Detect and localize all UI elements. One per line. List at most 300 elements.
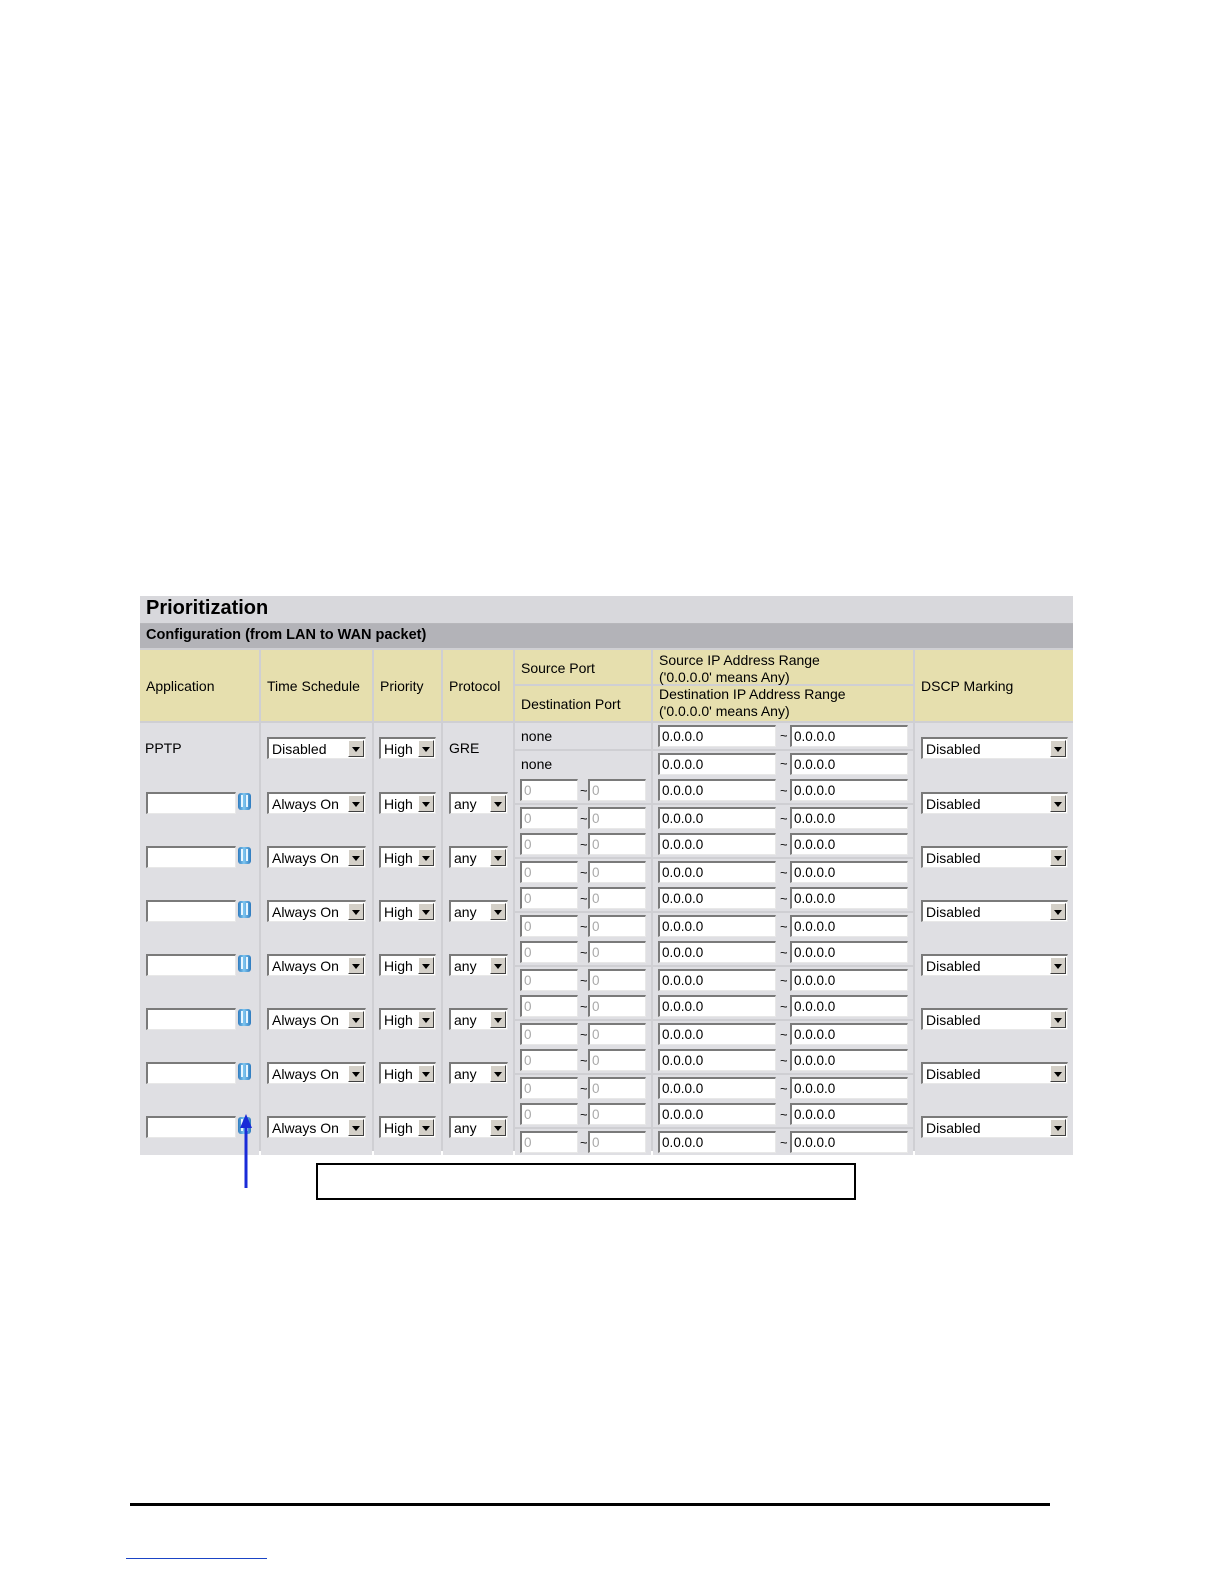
library-books-icon[interactable]: [238, 901, 251, 918]
cell-source-ip: [653, 885, 913, 911]
chevron-down-icon[interactable]: [418, 849, 434, 866]
protocol-select[interactable]: [449, 954, 508, 976]
header-protocol: [443, 650, 513, 721]
cell-source-ip: [653, 993, 913, 1019]
cell-source-port: [515, 777, 651, 803]
range-separator: ~: [580, 919, 588, 934]
priority-value: High: [384, 1012, 413, 1028]
cell-application: [140, 1047, 259, 1101]
protocol-value: any: [454, 1066, 477, 1082]
chevron-down-icon[interactable]: [418, 1065, 434, 1082]
protocol-select[interactable]: [449, 1116, 508, 1138]
cell-dscp: [915, 939, 1073, 993]
cell-priority: [374, 777, 441, 831]
destination-port-from-input[interactable]: 0: [520, 807, 578, 829]
prioritization-panel: [140, 596, 1073, 1151]
dscp-value: Disabled: [926, 904, 981, 920]
source-port-to-input[interactable]: 0: [588, 995, 646, 1017]
chevron-down-icon[interactable]: [1050, 957, 1066, 974]
chevron-down-icon[interactable]: [348, 903, 364, 920]
cell-destination-ip: [653, 1021, 913, 1047]
chevron-down-icon[interactable]: [1050, 849, 1066, 866]
cell-time-schedule: [261, 885, 372, 939]
range-separator: ~: [780, 891, 788, 906]
chevron-down-icon[interactable]: [418, 740, 434, 757]
cell-source-port: [515, 993, 651, 1019]
time-schedule-select[interactable]: [267, 954, 366, 976]
header-source-ip-range: [653, 650, 913, 684]
destination-port-from-input[interactable]: 0: [520, 1131, 578, 1153]
priority-value: High: [384, 1120, 413, 1136]
range-separator: ~: [780, 837, 788, 852]
header-time-schedule-label: Time Schedule: [267, 678, 360, 694]
cell-application: [140, 723, 259, 777]
range-separator: ~: [780, 919, 788, 934]
header-destination-port: [515, 686, 651, 721]
source-ip-to-input[interactable]: 0.0.0.0: [790, 1049, 908, 1071]
source-ip-to-input[interactable]: 0.0.0.0: [790, 779, 908, 801]
cell-source-port: [515, 831, 651, 857]
range-separator: ~: [580, 999, 588, 1014]
cell-destination-ip: [653, 913, 913, 939]
source-port-from-input[interactable]: 0: [520, 833, 578, 855]
cell-destination-ip: [653, 1075, 913, 1101]
destination-port-to-input[interactable]: 0: [588, 969, 646, 991]
chevron-down-icon[interactable]: [1050, 1011, 1066, 1028]
cell-destination-port: [515, 913, 651, 939]
cell-source-ip: [653, 777, 913, 803]
time-schedule-value: Always On: [272, 1012, 339, 1028]
header-protocol-label: Protocol: [449, 678, 501, 694]
cell-source-port: [515, 1101, 651, 1127]
application-name-input[interactable]: [146, 954, 236, 976]
range-separator: ~: [580, 1081, 588, 1096]
panel-title: Prioritization: [146, 597, 269, 619]
time-schedule-select[interactable]: [267, 1062, 366, 1084]
range-separator: ~: [780, 1053, 788, 1068]
chevron-down-icon[interactable]: [418, 957, 434, 974]
cell-destination-port: [515, 1075, 651, 1101]
source-port-to-input[interactable]: 0: [588, 941, 646, 963]
source-ip-from-input[interactable]: 0.0.0.0: [658, 725, 776, 747]
priority-select[interactable]: [379, 846, 436, 868]
range-separator: ~: [780, 973, 788, 988]
chevron-down-icon[interactable]: [490, 849, 506, 866]
destination-port-to-input[interactable]: 0: [588, 1131, 646, 1153]
cell-time-schedule: [261, 831, 372, 885]
chevron-down-icon[interactable]: [490, 957, 506, 974]
time-schedule-value: Disabled: [272, 741, 327, 757]
range-separator: ~: [580, 891, 588, 906]
source-ip-from-input[interactable]: 0.0.0.0: [658, 995, 776, 1017]
cell-dscp: [915, 831, 1073, 885]
cell-priority: [374, 885, 441, 939]
protocol-value: GRE: [449, 740, 480, 756]
chevron-down-icon[interactable]: [348, 1065, 364, 1082]
chevron-down-icon[interactable]: [1050, 795, 1066, 812]
cell-source-port: [515, 723, 651, 749]
cell-priority: [374, 939, 441, 993]
time-schedule-value: Always On: [272, 958, 339, 974]
priority-select[interactable]: [379, 954, 436, 976]
range-separator: ~: [580, 973, 588, 988]
priority-value: High: [384, 741, 413, 757]
table-row: [140, 1101, 1073, 1155]
source-ip-from-input[interactable]: 0.0.0.0: [658, 1049, 776, 1071]
source-port-to-input[interactable]: 0: [588, 779, 646, 801]
range-separator: ~: [780, 1135, 788, 1150]
table-row-pptp: [140, 723, 1073, 777]
cell-dscp: [915, 777, 1073, 831]
range-separator: ~: [780, 756, 788, 771]
chevron-down-icon[interactable]: [490, 1065, 506, 1082]
cell-dscp: [915, 723, 1073, 777]
destination-ip-from-input[interactable]: 0.0.0.0: [658, 1023, 776, 1045]
cell-source-ip: [653, 1101, 913, 1127]
cell-source-ip: [653, 1047, 913, 1073]
source-port-to-input[interactable]: 0: [588, 1049, 646, 1071]
destination-ip-to-input[interactable]: 0.0.0.0: [790, 1077, 908, 1099]
protocol-select[interactable]: [449, 1008, 508, 1030]
source-port-from-input[interactable]: 0: [520, 995, 578, 1017]
destination-port-from-input[interactable]: 0: [520, 969, 578, 991]
chevron-down-icon[interactable]: [418, 795, 434, 812]
destination-port-to-input[interactable]: 0: [588, 1023, 646, 1045]
application-name-input[interactable]: [146, 1008, 236, 1030]
priority-value: High: [384, 850, 413, 866]
cell-protocol: [443, 831, 513, 885]
protocol-value: any: [454, 796, 477, 812]
priority-select[interactable]: [379, 792, 436, 814]
dscp-value: Disabled: [926, 1012, 981, 1028]
table-row: [140, 993, 1073, 1047]
destination-ip-from-input[interactable]: 0.0.0.0: [658, 1131, 776, 1153]
time-schedule-value: Always On: [272, 1066, 339, 1082]
table-row: [140, 777, 1073, 831]
time-schedule-value: Always On: [272, 796, 339, 812]
source-port-from-input[interactable]: 0: [520, 1049, 578, 1071]
chevron-down-icon[interactable]: [348, 1011, 364, 1028]
range-separator: ~: [780, 728, 788, 743]
footer-link-underline[interactable]: [126, 1558, 267, 1559]
header-application-label: Application: [146, 678, 215, 694]
cell-time-schedule: [261, 1101, 372, 1155]
library-books-icon[interactable]: [238, 847, 251, 864]
protocol-select[interactable]: [449, 792, 508, 814]
destination-ip-to-input[interactable]: 0.0.0.0: [790, 1023, 908, 1045]
chevron-down-icon[interactable]: [490, 1011, 506, 1028]
chevron-down-icon[interactable]: [490, 1119, 506, 1136]
source-ip-to-input[interactable]: 0.0.0.0: [790, 941, 908, 963]
header-destination-ip-range: [653, 686, 913, 721]
range-separator: ~: [580, 865, 588, 880]
cell-destination-port: [515, 1021, 651, 1047]
source-ip-to-input[interactable]: 0.0.0.0: [790, 887, 908, 909]
header-application: [140, 650, 259, 721]
panel-subtitle: Configuration (from LAN to WAN packet): [146, 627, 427, 643]
dscp-select[interactable]: [921, 792, 1068, 814]
cell-destination-ip: [653, 859, 913, 885]
cell-dscp: [915, 993, 1073, 1047]
destination-ip-from-input[interactable]: 0.0.0.0: [658, 807, 776, 829]
header-dscp-marking: [915, 650, 1073, 721]
source-ip-to-input[interactable]: 0.0.0.0: [790, 1103, 908, 1125]
chevron-down-icon[interactable]: [1050, 1065, 1066, 1082]
table-row: [140, 939, 1073, 993]
time-schedule-value: Always On: [272, 1120, 339, 1136]
priority-select[interactable]: [379, 737, 436, 759]
cell-source-ip: [653, 723, 913, 749]
chevron-down-icon[interactable]: [490, 903, 506, 920]
application-name-input[interactable]: [146, 846, 236, 868]
chevron-down-icon[interactable]: [348, 740, 364, 757]
cell-destination-port: [515, 751, 651, 777]
cell-time-schedule: [261, 939, 372, 993]
cell-protocol: [443, 1101, 513, 1155]
destination-port-to-input[interactable]: 0: [588, 915, 646, 937]
panel-title-bar: [140, 596, 1073, 624]
range-separator: ~: [580, 945, 588, 960]
cell-protocol: [443, 723, 513, 777]
cell-priority: [374, 1047, 441, 1101]
cell-priority: [374, 723, 441, 777]
dscp-value: Disabled: [926, 741, 981, 757]
range-separator: ~: [580, 1027, 588, 1042]
source-port-from-input[interactable]: 0: [520, 887, 578, 909]
priority-value: High: [384, 1066, 413, 1082]
protocol-value: any: [454, 958, 477, 974]
destination-port-value: none: [521, 756, 553, 772]
panel-subtitle-bar: [140, 624, 1073, 648]
destination-ip-to-input[interactable]: 0.0.0.0: [790, 1131, 908, 1153]
destination-port-from-input[interactable]: 0: [520, 1023, 578, 1045]
source-ip-from-input[interactable]: 0.0.0.0: [658, 941, 776, 963]
cell-priority: [374, 1101, 441, 1155]
cell-destination-ip: [653, 1129, 913, 1155]
source-port-to-input[interactable]: 0: [588, 833, 646, 855]
cell-application: [140, 993, 259, 1047]
protocol-value: any: [454, 1012, 477, 1028]
source-ip-to-input[interactable]: 0.0.0.0: [790, 995, 908, 1017]
range-separator: ~: [580, 1135, 588, 1150]
cell-time-schedule: [261, 1047, 372, 1101]
time-schedule-select[interactable]: [267, 792, 366, 814]
header-source-port: [515, 650, 651, 684]
cell-time-schedule: [261, 993, 372, 1047]
range-separator: ~: [780, 811, 788, 826]
chevron-down-icon[interactable]: [1050, 1119, 1066, 1136]
footer-divider: [130, 1503, 1050, 1506]
cell-protocol: [443, 885, 513, 939]
protocol-value: any: [454, 1120, 477, 1136]
library-books-icon[interactable]: [238, 955, 251, 972]
header-time-schedule: [261, 650, 372, 721]
priority-select[interactable]: [379, 1116, 436, 1138]
source-port-from-input[interactable]: 0: [520, 1103, 578, 1125]
cell-source-port: [515, 939, 651, 965]
cell-source-port: [515, 885, 651, 911]
library-books-icon[interactable]: [238, 1063, 251, 1080]
cell-destination-ip: [653, 805, 913, 831]
range-separator: ~: [580, 1107, 588, 1122]
source-port-to-input[interactable]: 0: [588, 1103, 646, 1125]
destination-port-to-input[interactable]: 0: [588, 807, 646, 829]
protocol-select[interactable]: [449, 900, 508, 922]
header-source-port-label: Source Port: [521, 660, 595, 676]
destination-ip-to-input[interactable]: 0.0.0.0: [790, 753, 908, 775]
cell-application: [140, 777, 259, 831]
destination-ip-to-input[interactable]: 0.0.0.0: [790, 915, 908, 937]
priority-select[interactable]: [379, 900, 436, 922]
dscp-select[interactable]: [921, 737, 1068, 759]
source-port-to-input[interactable]: 0: [588, 887, 646, 909]
header-destination-ip-note: ('0.0.0.0' means Any): [659, 703, 790, 719]
application-name-input[interactable]: [146, 792, 236, 814]
priority-select[interactable]: [379, 1008, 436, 1030]
cell-priority: [374, 831, 441, 885]
dscp-select[interactable]: [921, 846, 1068, 868]
dscp-value: Disabled: [926, 850, 981, 866]
source-port-value: none: [521, 728, 553, 744]
time-schedule-select[interactable]: [267, 846, 366, 868]
cell-destination-port: [515, 859, 651, 885]
cell-destination-port: [515, 967, 651, 993]
chevron-down-icon[interactable]: [490, 795, 506, 812]
range-separator: ~: [780, 783, 788, 798]
range-separator: ~: [780, 865, 788, 880]
destination-ip-from-input[interactable]: 0.0.0.0: [658, 861, 776, 883]
source-port-from-input[interactable]: 0: [520, 779, 578, 801]
header-destination-port-label: Destination Port: [521, 696, 621, 712]
source-ip-to-input[interactable]: 0.0.0.0: [790, 725, 908, 747]
annotation-arrow: [234, 1112, 258, 1192]
cell-priority: [374, 993, 441, 1047]
cell-protocol: [443, 993, 513, 1047]
chevron-down-icon[interactable]: [348, 849, 364, 866]
callout-box: [316, 1163, 856, 1200]
destination-port-from-input[interactable]: 0: [520, 915, 578, 937]
priority-select[interactable]: [379, 1062, 436, 1084]
time-schedule-select[interactable]: [267, 737, 366, 759]
cell-destination-ip: [653, 751, 913, 777]
header-source-ip-label: Source IP Address Range: [659, 652, 820, 668]
priority-value: High: [384, 904, 413, 920]
destination-ip-from-input[interactable]: 0.0.0.0: [658, 915, 776, 937]
application-name: PPTP: [145, 740, 182, 756]
header-priority-label: Priority: [380, 678, 424, 694]
cell-dscp: [915, 885, 1073, 939]
protocol-value: any: [454, 850, 477, 866]
priority-value: High: [384, 796, 413, 812]
cell-protocol: [443, 939, 513, 993]
cell-dscp: [915, 1047, 1073, 1101]
time-schedule-select[interactable]: [267, 900, 366, 922]
dscp-select[interactable]: [921, 1116, 1068, 1138]
cell-dscp: [915, 1101, 1073, 1155]
destination-ip-from-input[interactable]: 0.0.0.0: [658, 1077, 776, 1099]
cell-application: [140, 885, 259, 939]
destination-port-to-input[interactable]: 0: [588, 1077, 646, 1099]
cell-destination-port: [515, 805, 651, 831]
chevron-down-icon[interactable]: [418, 1011, 434, 1028]
chevron-down-icon[interactable]: [418, 903, 434, 920]
application-name-input[interactable]: [146, 1116, 236, 1138]
application-name-input[interactable]: [146, 900, 236, 922]
destination-port-to-input[interactable]: 0: [588, 861, 646, 883]
chevron-down-icon[interactable]: [418, 1119, 434, 1136]
protocol-select[interactable]: [449, 1062, 508, 1084]
time-schedule-select[interactable]: [267, 1116, 366, 1138]
dscp-value: Disabled: [926, 1066, 981, 1082]
destination-ip-from-input[interactable]: 0.0.0.0: [658, 753, 776, 775]
dscp-select[interactable]: [921, 1062, 1068, 1084]
table-row: [140, 885, 1073, 939]
range-separator: ~: [580, 783, 588, 798]
cell-protocol: [443, 777, 513, 831]
dscp-value: Disabled: [926, 1120, 981, 1136]
cell-time-schedule: [261, 723, 372, 777]
destination-ip-to-input[interactable]: 0.0.0.0: [790, 861, 908, 883]
library-books-icon[interactable]: [238, 1009, 251, 1026]
dscp-select[interactable]: [921, 900, 1068, 922]
time-schedule-value: Always On: [272, 904, 339, 920]
protocol-select[interactable]: [449, 846, 508, 868]
library-books-icon[interactable]: [238, 793, 251, 810]
source-ip-from-input[interactable]: 0.0.0.0: [658, 779, 776, 801]
chevron-down-icon[interactable]: [1050, 740, 1066, 757]
destination-ip-to-input[interactable]: 0.0.0.0: [790, 969, 908, 991]
header-dscp-marking-label: DSCP Marking: [921, 678, 1014, 694]
source-ip-from-input[interactable]: 0.0.0.0: [658, 833, 776, 855]
cell-source-ip: [653, 939, 913, 965]
cell-application: [140, 831, 259, 885]
cell-destination-ip: [653, 967, 913, 993]
destination-ip-to-input[interactable]: 0.0.0.0: [790, 807, 908, 829]
header-priority: [374, 650, 441, 721]
chevron-down-icon[interactable]: [1050, 903, 1066, 920]
destination-port-from-input[interactable]: 0: [520, 861, 578, 883]
cell-time-schedule: [261, 777, 372, 831]
header-source-ip-note: ('0.0.0.0' means Any): [659, 669, 790, 685]
range-separator: ~: [580, 1053, 588, 1068]
cell-destination-port: [515, 1129, 651, 1155]
source-ip-to-input[interactable]: 0.0.0.0: [790, 833, 908, 855]
application-name-input[interactable]: [146, 1062, 236, 1084]
dscp-select[interactable]: [921, 1008, 1068, 1030]
cell-source-ip: [653, 831, 913, 857]
destination-port-from-input[interactable]: 0: [520, 1077, 578, 1099]
range-separator: ~: [780, 945, 788, 960]
source-ip-from-input[interactable]: 0.0.0.0: [658, 887, 776, 909]
source-port-from-input[interactable]: 0: [520, 941, 578, 963]
chevron-down-icon[interactable]: [348, 1119, 364, 1136]
range-separator: ~: [580, 811, 588, 826]
cell-application: [140, 939, 259, 993]
time-schedule-value: Always On: [272, 850, 339, 866]
protocol-value: any: [454, 904, 477, 920]
range-separator: ~: [780, 1107, 788, 1122]
priority-value: High: [384, 958, 413, 974]
chevron-down-icon[interactable]: [348, 795, 364, 812]
source-ip-from-input[interactable]: 0.0.0.0: [658, 1103, 776, 1125]
dscp-select[interactable]: [921, 954, 1068, 976]
cell-protocol: [443, 1047, 513, 1101]
range-separator: ~: [780, 999, 788, 1014]
destination-ip-from-input[interactable]: 0.0.0.0: [658, 969, 776, 991]
chevron-down-icon[interactable]: [348, 957, 364, 974]
time-schedule-select[interactable]: [267, 1008, 366, 1030]
header-destination-ip-label: Destination IP Address Range: [659, 686, 846, 702]
